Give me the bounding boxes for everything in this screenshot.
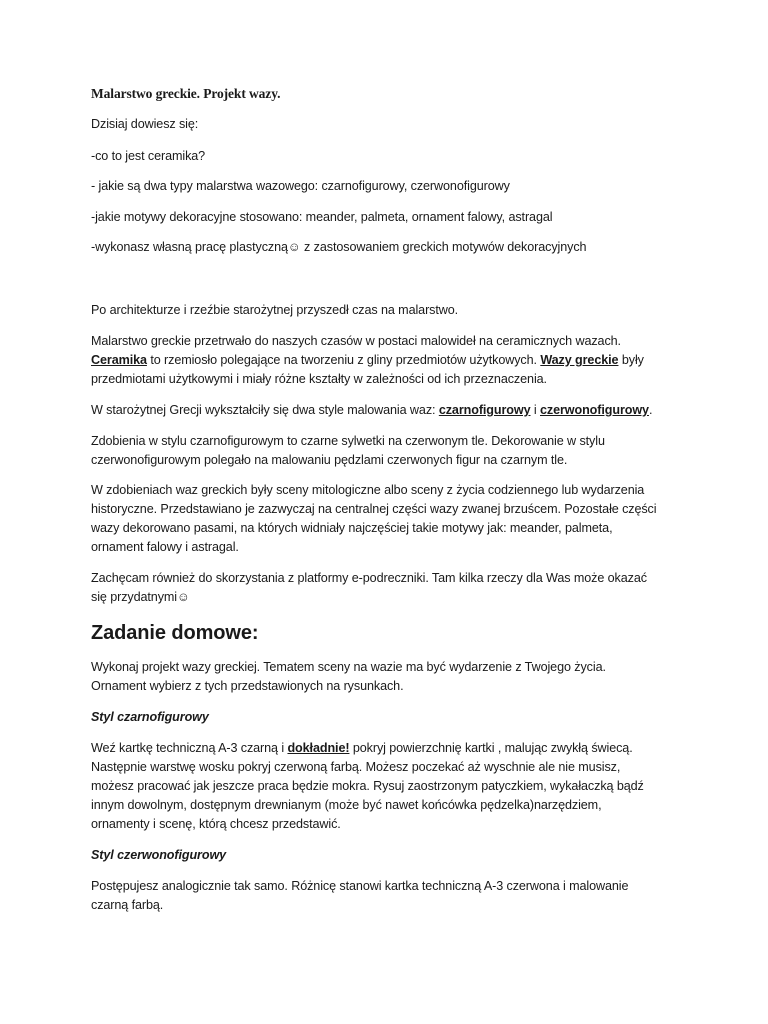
text-span: i <box>530 403 540 417</box>
document-title: Malarstwo greckie. Projekt wazy. <box>91 86 281 101</box>
intro-lead: Dzisiaj dowiesz się: <box>91 117 199 131</box>
paragraph-red-instructions-line: Postępujesz analogicznie tak samo. Różnicę stanowi kartka techniczną A-3 czerwona i malowanie <box>91 879 629 893</box>
paragraph-platform-line: się przydatnymi☺ <box>91 590 190 604</box>
paragraph-scenes-line: wazy dekorowano pasami, na których widniały najczęściej takie motywy jak: meander, palmeta, <box>91 521 613 535</box>
paragraph-red-instructions-line: czarną farbą. <box>91 898 164 912</box>
paragraph-platform-line: Zachęcam również do skorzystania z platformy e-podreczniki. Tam kilka rzeczy dla Was może okazać <box>91 571 647 585</box>
paragraph-black-instructions-line: ornamenty i scenę, którą chcesz przedstawić. <box>91 817 341 831</box>
paragraph-decoration-line: czerwonofigurowym polegało na malowaniu pędzlami czerwonych figur na czarnym tle. <box>91 453 568 467</box>
emphasis-dokladnie: dokładnie! <box>287 741 350 755</box>
paragraph-ceramics-line <box>91 351 644 370</box>
paragraph-black-instructions-line: Następnie warstwę wosku pokryj czerwoną farbą. Możesz poczekać aż wyschnie ale nie musisz, <box>91 760 621 774</box>
paragraph-task-line: Ornament wybierz z tych przedstawionych na rysunkach. <box>91 679 404 693</box>
text-span: pokryj powierzchnię kartki , malując zwykłą świecą. <box>349 741 633 755</box>
paragraph-task-line: Wykonaj projekt wazy greckiej. Tematem sceny na wazie ma być wydarzenie z Twojego życia. <box>91 660 606 674</box>
paragraph-black-instructions-line: możesz pracować jak jeszcze praca będzie mokra. Rysuj zaostrzonym patyczkiem, wykałaczką bądź <box>91 779 644 793</box>
paragraph-scenes-line: ornament falowy i astragal. <box>91 540 239 554</box>
paragraph-scenes-line: historyczne. Przedstawiano je zazwyczaj na centralnej części wazy zwanej brzuścem. Pozostałe części <box>91 502 657 516</box>
text-span: W starożytnej Grecji wykształciły się dwa style malowania waz: <box>91 403 439 417</box>
paragraph-architecture: Po architekturze i rzeźbie starożytnej przyszedł czas na malarstwo. <box>91 303 459 317</box>
intro-item: -jakie motywy dekoracyjne stosowano: meander, palmeta, ornament falowy, astragal <box>91 210 553 224</box>
text-span: były <box>618 353 644 367</box>
paragraph-black-instructions-line <box>91 739 633 758</box>
intro-item: -wykonasz własną pracę plastyczną☺ z zastosowaniem greckich motywów dekoracyjnych <box>91 240 587 254</box>
paragraph-ceramics-line: Malarstwo greckie przetrwało do naszych czasów w postaci malowideł na ceramicznych wazach. <box>91 334 621 348</box>
intro-item: -co to jest ceramika? <box>91 149 206 163</box>
text-span: . <box>648 403 653 417</box>
paragraph-styles <box>91 401 652 420</box>
text-span: to rzemiosło polegające na tworzeniu z gliny przedmiotów użytkowych. <box>146 353 541 367</box>
heading-red-figure-style: Styl czerwonofigurowy <box>91 848 227 862</box>
term-czerwonofigurowy: czerwonofigurowy <box>540 403 649 417</box>
heading-black-figure-style: Styl czarnofigurowy <box>91 710 209 724</box>
term-wazy-greckie: Wazy greckie <box>540 353 619 367</box>
paragraph-ceramics-line: przedmiotami użytkowymi i miały różne kształty w zależności od ich przeznaczenia. <box>91 372 547 386</box>
term-ceramika: Ceramika <box>91 353 147 367</box>
homework-heading: Zadanie domowe: <box>91 622 259 644</box>
term-czarnofigurowy: czarnofigurowy <box>438 403 531 417</box>
paragraph-black-instructions-line: innym dowolnym, dostępnym drewnianym (może być nawet końcówka pędzelka)narzędziem, <box>91 798 602 812</box>
paragraph-scenes-line: W zdobieniach waz greckich były sceny mitologiczne albo sceny z życia codziennego lub wydarzenia <box>91 483 645 497</box>
intro-item: - jakie są dwa typy malarstwa wazowego: czarnofigurowy, czerwonofigurowy <box>91 179 510 193</box>
paragraph-decoration-line: Zdobienia w stylu czarnofigurowym to czarne sylwetki na czerwonym tle. Dekorowanie w stylu <box>91 434 605 448</box>
text-span: Weź kartkę techniczną A-3 czarną i <box>91 741 288 755</box>
